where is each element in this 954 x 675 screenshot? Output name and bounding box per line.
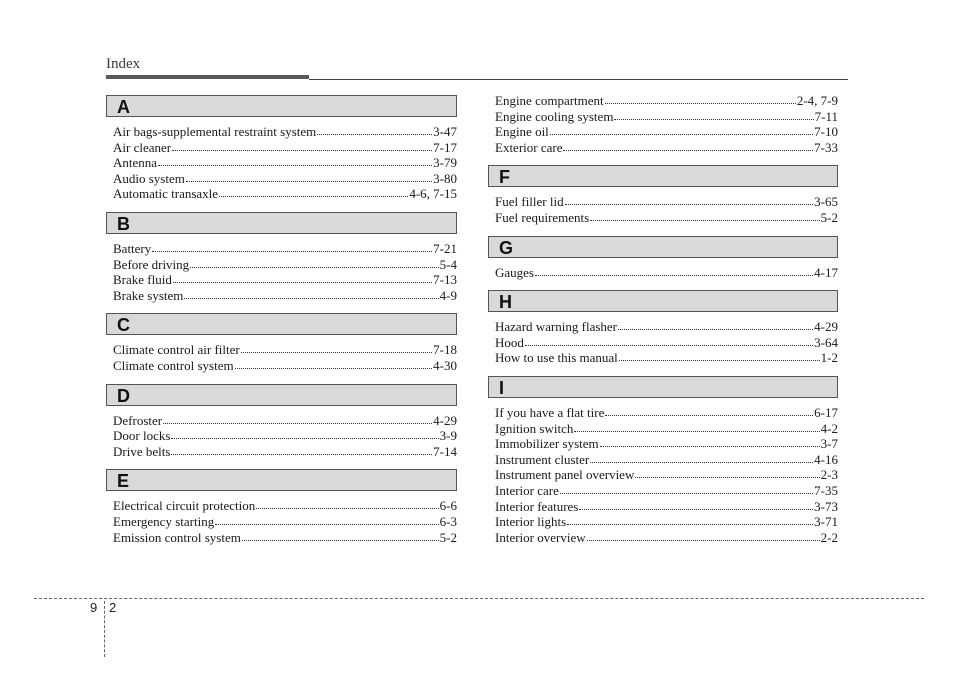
index-entry — [113, 413, 457, 429]
entry-list — [106, 413, 457, 460]
index-entry — [495, 436, 838, 452]
dot-leader — [605, 99, 796, 104]
dot-leader — [600, 442, 820, 447]
entry-term: Electrical circuit protection — [113, 498, 256, 514]
entry-list — [488, 93, 838, 155]
entry-term: Before driving — [113, 256, 190, 272]
entry-term: Climate control air filter — [113, 342, 240, 358]
entry-page: 7-35 — [814, 482, 838, 498]
dot-leader — [241, 348, 432, 353]
section-letter: I — [499, 377, 505, 398]
dot-leader — [190, 263, 438, 268]
dot-leader — [565, 200, 814, 205]
entry-term: Instrument cluster — [495, 451, 590, 467]
index-entry — [495, 194, 838, 210]
index-entry — [495, 514, 838, 530]
dot-leader — [172, 146, 432, 151]
index-column-left — [106, 95, 457, 555]
entry-page: 7-10 — [814, 124, 838, 140]
index-entry — [113, 514, 457, 530]
dot-leader — [256, 504, 438, 509]
entry-page: 2-2 — [820, 529, 838, 545]
index-entry — [495, 467, 838, 483]
index-section — [106, 469, 457, 545]
dot-leader — [635, 473, 819, 478]
index-entry — [113, 342, 457, 358]
index-entry — [113, 171, 457, 187]
dot-leader — [574, 427, 819, 432]
header-rule — [309, 79, 848, 80]
section-letter: G — [499, 237, 514, 258]
index-entry — [113, 444, 457, 460]
entry-page: 5-2 — [820, 209, 838, 225]
entry-page: 7-21 — [433, 240, 457, 256]
dot-leader — [590, 216, 819, 221]
entry-page: 3-7 — [820, 436, 838, 452]
dot-leader — [184, 294, 438, 299]
entry-page: 4-30 — [433, 357, 457, 373]
entry-term: Automatic transaxle — [113, 186, 219, 202]
entry-page: 5-4 — [439, 256, 457, 272]
dot-leader — [535, 271, 813, 276]
dot-leader — [186, 177, 432, 182]
entry-page: 6-3 — [439, 513, 457, 529]
index-entry — [113, 140, 457, 156]
entry-page: 7-11 — [814, 108, 838, 124]
entry-page: 4-6, 7-15 — [409, 186, 457, 202]
entry-term: Door locks — [113, 428, 171, 444]
index-section — [488, 290, 838, 366]
dot-leader — [317, 130, 432, 135]
entry-term: Hood — [495, 334, 524, 350]
dot-leader — [171, 434, 438, 439]
section-header — [106, 95, 457, 117]
entry-page: 7-14 — [433, 443, 457, 459]
entry-term: Interior care — [495, 482, 559, 498]
entry-page: 3-73 — [814, 498, 838, 514]
index-entry — [495, 93, 838, 109]
entry-term: Exterior care — [495, 139, 563, 155]
section-letter: D — [117, 385, 130, 406]
entry-page: 3-47 — [433, 124, 457, 139]
entry-page: 6-6 — [439, 498, 457, 514]
dot-leader — [171, 450, 432, 455]
index-entry — [495, 530, 838, 546]
entry-page: 6-17 — [814, 404, 838, 420]
dot-leader — [158, 161, 432, 166]
entry-term: Instrument panel overview — [495, 467, 635, 483]
index-entry — [113, 155, 457, 171]
dot-leader — [550, 130, 813, 135]
section-header — [488, 290, 838, 312]
entry-term: Interior overview — [495, 529, 586, 545]
index-entry — [113, 124, 457, 140]
entry-term: Engine cooling system — [495, 108, 614, 124]
entry-term: Brake fluid — [113, 272, 172, 288]
index-entry — [495, 452, 838, 468]
dot-leader — [152, 247, 432, 252]
index-entry — [495, 499, 838, 515]
entry-term: How to use this manual — [495, 350, 618, 366]
section-letter: E — [117, 471, 130, 492]
entry-term: Interior lights — [495, 514, 567, 530]
index-section — [106, 95, 457, 202]
index-entry — [495, 140, 838, 156]
page-title: Index — [106, 56, 141, 72]
dot-leader — [173, 278, 432, 283]
entry-page: 4-17 — [814, 264, 838, 280]
index-entry — [495, 109, 838, 125]
entry-page: 7-18 — [433, 342, 457, 358]
entry-page: 3-80 — [433, 170, 457, 186]
section-header — [488, 376, 838, 398]
entry-term: Air bags-supplemental restraint system — [113, 124, 317, 139]
section-header — [488, 165, 838, 187]
dot-leader — [614, 115, 813, 120]
index-entry — [495, 483, 838, 499]
index-entry — [495, 265, 838, 281]
section-header — [106, 384, 457, 406]
entry-page: 4-29 — [814, 319, 838, 335]
entry-page: 4-29 — [433, 412, 457, 428]
section-letter: A — [117, 97, 130, 117]
dot-leader — [215, 520, 438, 525]
section-header — [106, 313, 457, 335]
entry-term: Engine oil — [495, 124, 549, 140]
entry-term: Interior features — [495, 498, 579, 514]
entry-list — [106, 241, 457, 303]
entry-term: Emission control system — [113, 529, 241, 545]
dot-leader — [579, 505, 813, 510]
entry-term: Air cleaner — [113, 139, 172, 155]
entry-list — [106, 498, 457, 545]
index-section — [488, 376, 838, 545]
dot-leader — [567, 520, 813, 525]
entry-page: 2-3 — [820, 467, 838, 483]
dot-leader — [618, 325, 813, 330]
entry-page: 3-79 — [433, 155, 457, 171]
dot-leader — [563, 146, 813, 151]
index-section — [106, 384, 457, 460]
entry-term: Drive belts — [113, 443, 171, 459]
index-section — [488, 165, 838, 225]
index-entry — [113, 257, 457, 273]
dot-leader — [525, 341, 813, 346]
entry-page: 5-2 — [439, 529, 457, 545]
chapter-number: 9 — [90, 600, 98, 615]
entry-list — [488, 319, 838, 366]
entry-list — [488, 194, 838, 225]
entry-term: Audio system — [113, 170, 185, 186]
dot-leader — [605, 411, 813, 416]
dot-leader — [242, 536, 439, 541]
dot-leader — [590, 458, 813, 463]
section-letter: C — [117, 315, 130, 336]
entry-page: 1-2 — [820, 350, 838, 366]
index-section — [488, 93, 838, 155]
entry-page: 3-64 — [814, 334, 838, 350]
index-entry — [113, 428, 457, 444]
section-letter: H — [499, 292, 512, 313]
index-section — [106, 313, 457, 373]
section-letter: F — [499, 167, 510, 188]
dot-leader — [219, 192, 408, 197]
dot-leader — [235, 364, 433, 369]
entry-term: Climate control system — [113, 357, 234, 373]
entry-term: Fuel filler lid — [495, 194, 564, 210]
entry-page: 7-33 — [814, 139, 838, 155]
entry-page: 4-2 — [820, 420, 838, 436]
index-entry — [495, 405, 838, 421]
index-entry — [113, 530, 457, 546]
index-entry — [495, 335, 838, 351]
index-entry — [113, 288, 457, 304]
entry-term: Gauges — [495, 264, 534, 280]
footer-vertical-divider — [104, 601, 105, 657]
entry-term: Brake system — [113, 287, 184, 303]
entry-term: If you have a flat tire — [495, 404, 605, 420]
section-header — [106, 469, 457, 491]
entry-page: 7-13 — [433, 272, 457, 288]
index-entry — [495, 350, 838, 366]
index-column-right — [488, 93, 838, 555]
section-header — [106, 212, 457, 234]
entry-list — [488, 265, 838, 281]
entry-page: 3-65 — [814, 194, 838, 210]
footer-divider — [34, 598, 924, 599]
entry-term: Antenna — [113, 155, 158, 171]
index-section — [106, 212, 457, 303]
index-entry — [113, 498, 457, 514]
entry-term: Battery — [113, 240, 152, 256]
entry-term: Hazard warning flasher — [495, 319, 617, 335]
dot-leader — [560, 489, 813, 494]
entry-page: 2-4, 7-9 — [796, 93, 838, 108]
entry-page: 3-71 — [814, 514, 838, 530]
entry-page: 7-17 — [433, 139, 457, 155]
section-letter: B — [117, 213, 130, 234]
index-entry — [495, 124, 838, 140]
index-entry — [113, 272, 457, 288]
entry-page: 4-16 — [814, 451, 838, 467]
section-header — [488, 236, 838, 258]
entry-list — [488, 405, 838, 545]
entry-term: Ignition switch — [495, 420, 574, 436]
entry-term: Defroster — [113, 412, 163, 428]
entry-term: Emergency starting — [113, 513, 215, 529]
entry-list — [106, 342, 457, 373]
index-entry — [113, 186, 457, 202]
index-entry — [495, 421, 838, 437]
entry-term: Engine compartment — [495, 93, 604, 108]
index-entry — [113, 241, 457, 257]
dot-leader — [163, 419, 432, 424]
index-entry — [495, 319, 838, 335]
index-entry — [113, 358, 457, 374]
entry-term: Fuel requirements — [495, 209, 590, 225]
entry-page: 4-9 — [439, 287, 457, 303]
page-number: 2 — [109, 600, 117, 615]
index-entry — [495, 210, 838, 226]
entry-term: Immobilizer system — [495, 436, 599, 452]
dot-leader — [619, 356, 820, 361]
dot-leader — [587, 536, 820, 541]
header-accent-bar — [106, 75, 309, 79]
entry-list — [106, 124, 457, 202]
entry-page: 3-9 — [439, 428, 457, 444]
index-section — [488, 236, 838, 281]
